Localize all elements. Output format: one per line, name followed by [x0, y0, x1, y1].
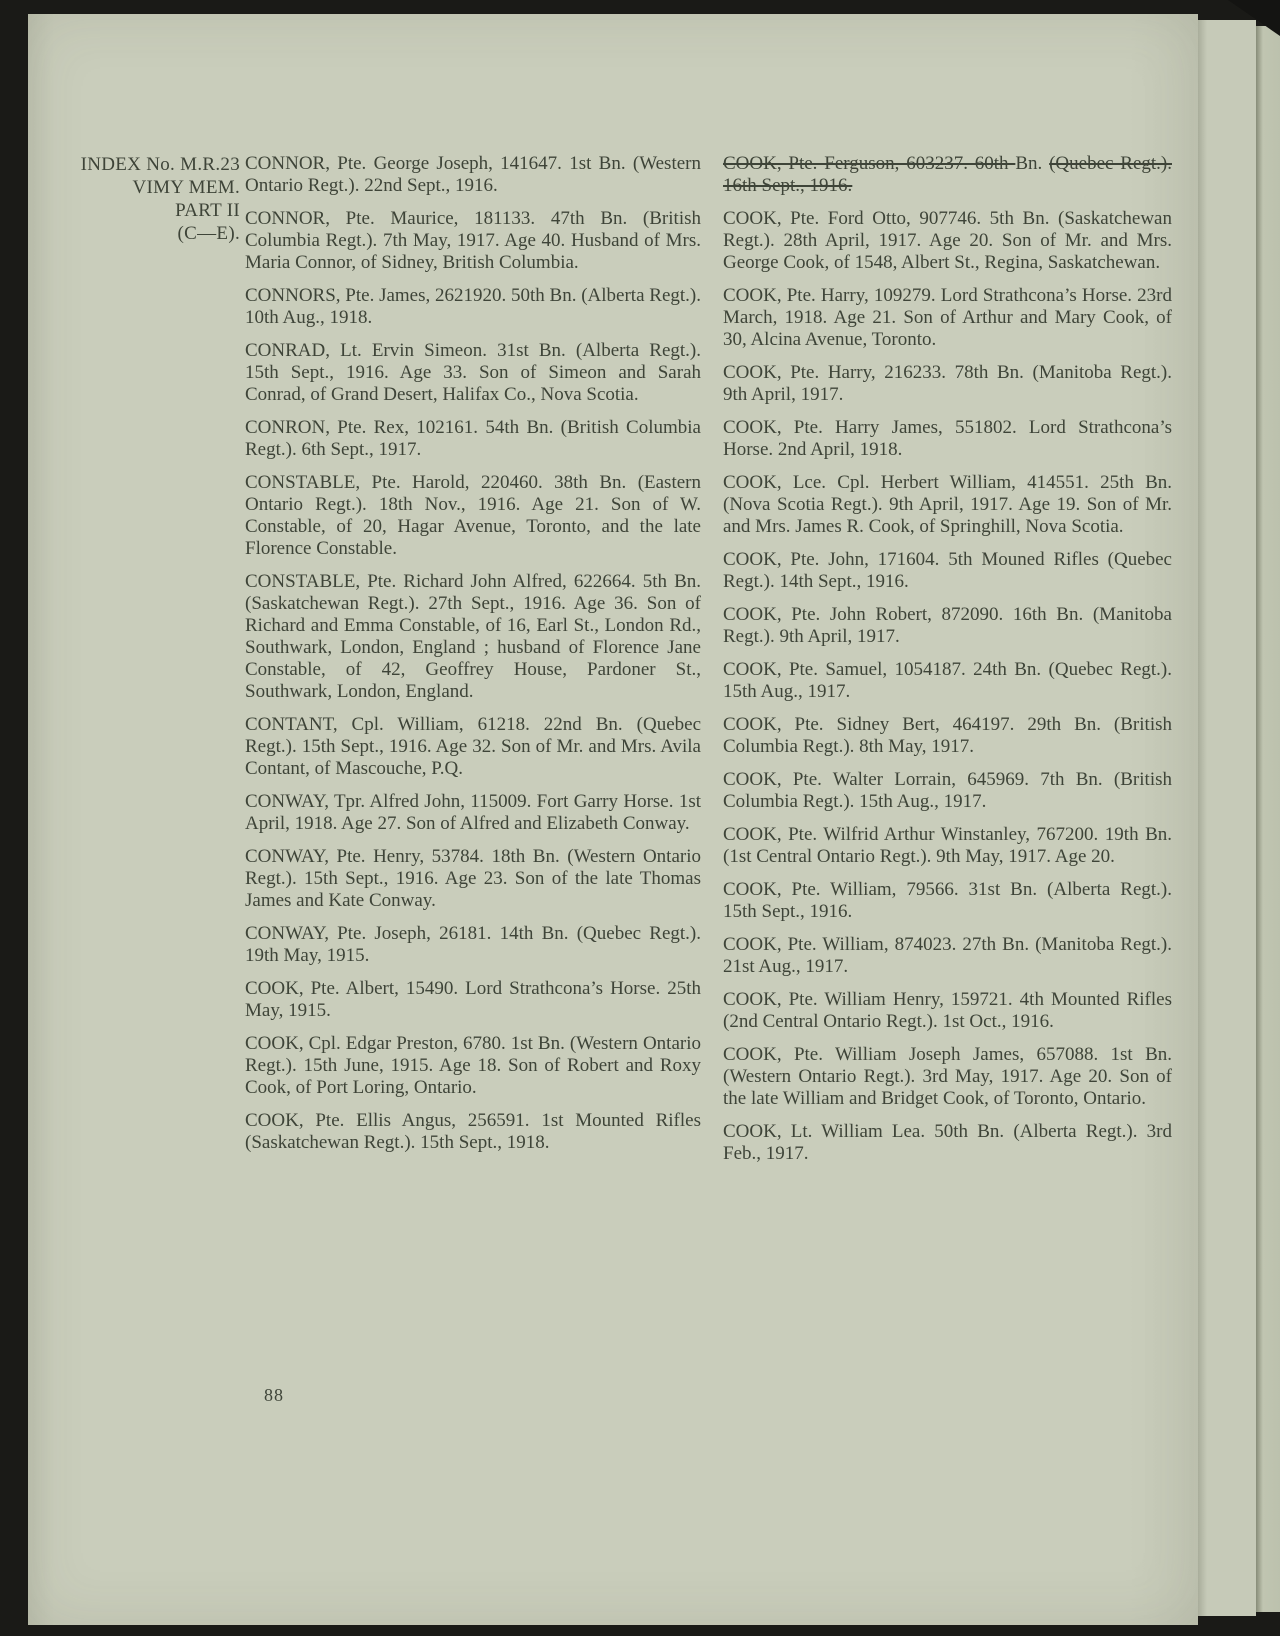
entry-text: CONWAY, Pte. Joseph, 26181. 14th Bn. (Quebec Regt.). 19th May, 1915.: [245, 923, 701, 966]
entry-text: COOK, Pte. Samuel, 1054187. 24th Bn. (Quebec Regt.). 15th Aug., 1917.: [723, 659, 1172, 702]
memorial-entry: [723, 604, 1172, 648]
entry-text: COOK, Pte. Harry, 109279. Lord Strathcona’s Horse. 23rd March, 1918. Age 21. Son of Arthur and Mary Cook, of 30, Alcina Avenue, Toronto.: [723, 285, 1172, 350]
entries-column-left: [245, 153, 701, 1165]
entry-text: CONRAD, Lt. Ervin Simeon. 31st Bn. (Alberta Regt.). 15th Sept., 1916. Age 33. Son of Simeon and Sarah Conrad, of Grand Desert, Halifax Co., Nova Scotia.: [245, 340, 701, 405]
struck-text: COOK, Pte. Ferguson, 603237. 60th: [723, 153, 1016, 174]
memorial-name: VIMY MEM.: [132, 177, 240, 198]
book-cover-corner: [1228, 0, 1280, 36]
entry-text: COOK, Pte. Albert, 15490. Lord Strathcona’s Horse. 25th May, 1915.: [245, 978, 701, 1021]
memorial-entry: [245, 340, 701, 406]
entry-text: COOK, Lce. Cpl. Herbert William, 414551. 25th Bn. (Nova Scotia Regt.). 9th April, 1917. Age 19. Son of Mr. and Mrs. James R. Cook, of Springhill, Nova Scotia.: [723, 472, 1172, 537]
entry-text: COOK, Pte. Ellis Angus, 256591. 1st Mounted Rifles (Saskatchewan Regt.). 15th Sept., 1918.: [245, 1110, 701, 1153]
entry-text: COOK, Pte. Wilfrid Arthur Winstanley, 767200. 19th Bn. (1st Central Ontario Regt.). 9th May, 1917. Age 20.: [723, 824, 1172, 867]
memorial-entry: [723, 549, 1172, 593]
memorial-entry: [245, 571, 701, 703]
memorial-entry: [245, 1033, 701, 1099]
entry-text: COOK, Cpl. Edgar Preston, 6780. 1st Bn. (Western Ontario Regt.). 15th June, 1915. Age 18. Son of Robert and Roxy Cook, of Port Loring, Ontario.: [245, 1033, 701, 1098]
entry-text: CONSTABLE, Pte. Harold, 220460. 38th Bn. (Eastern Ontario Regt.). 18th Nov., 1916. Age 21. Son of W. Constable, of 20, Hagar Avenue, Toronto, and the late Florence Constable.: [245, 472, 701, 559]
letter-range: (C—E).: [177, 223, 240, 244]
entry-text: COOK, Pte. John, 171604. 5th Mouned Rifles (Quebec Regt.). 14th Sept., 1916.: [723, 549, 1172, 592]
entry-text: COOK, Pte. John Robert, 872090. 16th Bn. (Manitoba Regt.). 9th April, 1917.: [723, 604, 1172, 647]
memorial-entry: [723, 417, 1172, 461]
book-page: [28, 14, 1198, 1625]
entry-text: COOK, Pte. Ford Otto, 907746. 5th Bn. (Saskatchewan Regt.). 28th April, 1917. Age 20. Son of Mr. and Mrs. George Cook, of 1548, Albert St., Regina, Saskatchewan.: [723, 208, 1172, 273]
entry-text: CONWAY, Pte. Henry, 53784. 18th Bn. (Western Ontario Regt.). 15th Sept., 1916. Age 23. Son of the late Thomas James and Kate Conway.: [245, 846, 701, 911]
memorial-entry: [723, 1044, 1172, 1110]
entry-text: CONNOR, Pte. Maurice, 181133. 47th Bn. (British Columbia Regt.). 7th May, 1917. Age 40. Husband of Mrs. Maria Connor, of Sidney, British Columbia.: [245, 208, 701, 273]
entry-text: CONSTABLE, Pte. Richard John Alfred, 622664. 5th Bn. (Saskatchewan Regt.). 27th Sept., 1916. Age 36. Son of Richard and Emma Constable, of 16, Earl St., London Rd., Southwark, London, England ; husband of Florence Jane Constable, of 42, Geoffrey House, Pardoner St., Southwark, London, England.: [245, 571, 701, 702]
memorial-entry: [245, 472, 701, 560]
part-label: PART II: [175, 200, 240, 221]
entry-text: CONNOR, Pte. George Joseph, 141647. 1st Bn. (Western Ontario Regt.). 22nd Sept., 1916.: [245, 153, 701, 196]
memorial-entry: [245, 1110, 701, 1154]
entry-text: Bn.: [1015, 153, 1050, 174]
entry-text: COOK, Pte. Harry James, 551802. Lord Strathcona’s Horse. 2nd April, 1918.: [723, 417, 1172, 460]
memorial-entry: [245, 153, 701, 197]
entry-text: COOK, Pte. William Joseph James, 657088. 1st Bn. (Western Ontario Regt.). 3rd May, 1917. Age 20. Son of the late William and Bridget Cook, of Toronto, Ontario.: [723, 1044, 1172, 1109]
memorial-entry: [723, 989, 1172, 1033]
entry-text: COOK, Pte. William Henry, 159721. 4th Mounted Rifles (2nd Central Ontario Regt.). 1st Oct., 1916.: [723, 989, 1172, 1032]
memorial-entry: [245, 417, 701, 461]
memorial-entry: [723, 659, 1172, 703]
entry-text: CONTANT, Cpl. William, 61218. 22nd Bn. (Quebec Regt.). 15th Sept., 1916. Age 32. Son of Mr. and Mrs. Avila Contant, of Mascouche, P.Q.: [245, 714, 701, 779]
memorial-entry: [245, 714, 701, 780]
entry-text: COOK, Pte. Walter Lorrain, 645969. 7th Bn. (British Columbia Regt.). 15th Aug., 1917.: [723, 769, 1172, 812]
memorial-entry: [723, 472, 1172, 538]
page-number: 88: [264, 1385, 284, 1405]
struck-text: (Quebec Regt.). 16th Sept., 1916.: [723, 153, 1172, 196]
entry-text: COOK, Pte. William, 874023. 27th Bn. (Manitoba Regt.). 21st Aug., 1917.: [723, 934, 1172, 977]
entry-text: COOK, Lt. William Lea. 50th Bn. (Alberta Regt.). 3rd Feb., 1917.: [723, 1121, 1172, 1164]
entry-text: COOK, Pte. William, 79566. 31st Bn. (Alberta Regt.). 15th Sept., 1916.: [723, 879, 1172, 922]
memorial-entry: [723, 934, 1172, 978]
page-fore-edge: [1256, 26, 1280, 1612]
adjacent-page-edge: [1198, 20, 1256, 1616]
index-header: [50, 153, 240, 245]
entry-text: CONRON, Pte. Rex, 102161. 54th Bn. (British Columbia Regt.). 6th Sept., 1917.: [245, 417, 701, 460]
memorial-entry: [723, 362, 1172, 406]
memorial-entry: [245, 978, 701, 1022]
memorial-entry: [245, 923, 701, 967]
memorial-entry: [245, 846, 701, 912]
entry-text: COOK, Pte. Sidney Bert, 464197. 29th Bn. (British Columbia Regt.). 8th May, 1917.: [723, 714, 1172, 757]
memorial-entry: [723, 714, 1172, 758]
memorial-entry: [723, 769, 1172, 813]
entries-column-right: [723, 153, 1172, 1176]
memorial-entry: [245, 285, 701, 329]
memorial-entry: [723, 1121, 1172, 1165]
memorial-entry: [723, 153, 1172, 197]
memorial-entry: [245, 791, 701, 835]
index-number: INDEX No. M.R.23: [80, 154, 240, 175]
entry-text: CONWAY, Tpr. Alfred John, 115009. Fort Garry Horse. 1st April, 1918. Age 27. Son of Alfred and Elizabeth Conway.: [245, 791, 701, 834]
memorial-entry: [723, 208, 1172, 274]
memorial-entry: [245, 208, 701, 274]
entry-text: COOK, Pte. Harry, 216233. 78th Bn. (Manitoba Regt.). 9th April, 1917.: [723, 362, 1172, 405]
memorial-entry: [723, 879, 1172, 923]
memorial-entry: [723, 824, 1172, 868]
entry-text: CONNORS, Pte. James, 2621920. 50th Bn. (Alberta Regt.). 10th Aug., 1918.: [245, 285, 701, 328]
memorial-entry: [723, 285, 1172, 351]
